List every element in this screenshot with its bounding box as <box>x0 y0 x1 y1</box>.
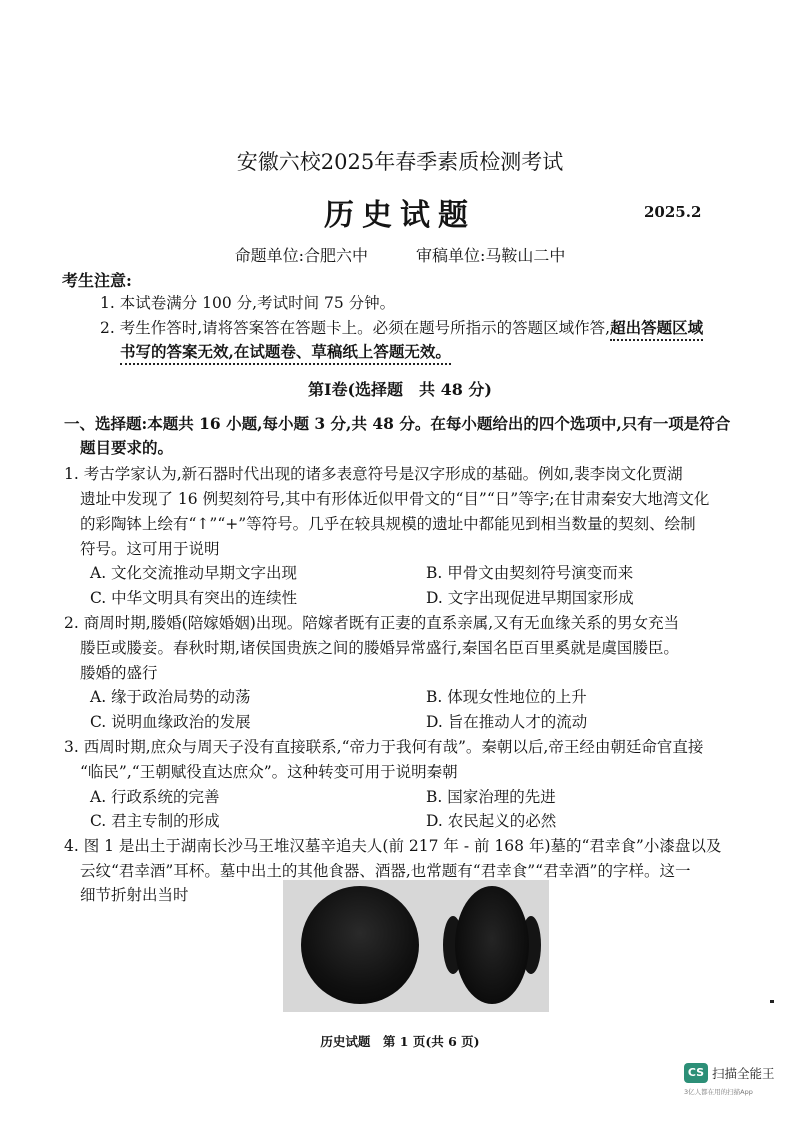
q3-option-c: C. 君主专制的形成 <box>90 812 220 830</box>
q2-stem-line-3: 媵婚的盛行 <box>80 664 158 682</box>
notice-title: 考生注意: <box>62 271 132 290</box>
q3-option-d: D. 农民起义的必然 <box>426 812 557 830</box>
q2-option-b: B. 体现女性地位的上升 <box>426 688 587 706</box>
section-instruction-line-1: 一、选择题:本题共 16 小题,每小题 3 分,共 48 分。在每小题给出的四个选项中,只有一项是符合 <box>64 414 731 433</box>
notice-item-2-emphasis: 超出答题区域 <box>610 318 703 341</box>
q1-stem-line-3: 的彩陶钵上绘有“↑”“+”等符号。几乎在较具规模的遗址中都能见到相当数量的契刻、绘制 <box>80 515 696 533</box>
exam-date: 2025.2 <box>644 203 702 221</box>
q4-stem-line-2: 云纹“君幸酒”耳杯。墓中出土的其他食器、酒器,也常题有“君幸食”“君幸酒”的字样。这一 <box>80 862 691 880</box>
q1-stem-line-4: 符号。这可用于说明 <box>80 540 220 558</box>
figure-1-lacquerware-photo <box>283 880 549 1012</box>
notice-item-2 <box>100 318 703 338</box>
exam-title: 安徽六校2025年春季素质检测考试 <box>236 150 564 174</box>
q3-option-b: B. 国家治理的先进 <box>426 788 556 806</box>
notice-item-1: 1. 本试卷满分 100 分,考试时间 75 分钟。 <box>100 294 396 312</box>
q2-option-d: D. 旨在推动人才的流动 <box>426 713 588 731</box>
lacquer-plate-image <box>301 886 419 1004</box>
scanner-watermark <box>680 1063 780 1099</box>
q2-option-a: A. 缘于政治局势的动荡 <box>90 688 251 706</box>
q2-option-c: C. 说明血缘政治的发展 <box>90 713 251 731</box>
section-instruction-line-2: 题目要求的。 <box>80 438 174 457</box>
page-footer: 历史试题 第 1 页(共 6 页) <box>320 1034 480 1049</box>
notice-item-2-text: 2. 考生作答时,请将答案答在答题卡上。必须在题号所指示的答题区域作答, <box>100 319 611 337</box>
q4-stem-line-1: 4. 图 1 是出土于湖南长沙马王堆汉墓辛追夫人(前 217 年 - 前 168 年)墓的“君幸食”小漆盘以及 <box>64 837 722 855</box>
q2-stem-line-2: 媵臣或媵妾。春秋时期,诸侯国贵族之间的媵婚异常盛行,秦国名臣百里奚就是虞国媵臣。 <box>80 639 679 657</box>
exam-units: 命题单位:合肥六中 审稿单位:马鞍山二中 <box>234 246 566 265</box>
notice-item-2-continuation <box>120 342 451 362</box>
camscanner-icon: CS <box>684 1063 708 1083</box>
scan-speck <box>770 1000 774 1003</box>
q3-stem-line-2: “临民”,“王朝赋役直达庶众”。这种转变可用于说明秦朝 <box>80 763 458 781</box>
q1-option-a: A. 文化交流推动早期文字出现 <box>90 564 298 582</box>
q2-stem-line-1: 2. 商周时期,媵婚(陪嫁婚姻)出现。陪嫁者既有正妻的直系亲属,又有无血缘关系的男女充当 <box>64 614 680 632</box>
q3-stem-line-1: 3. 西周时期,庶众与周天子没有直接联系,“帝力于我何有哉”。秦朝以后,帝王经由朝廷命官直接 <box>64 738 704 756</box>
subject-title: 历史试题 <box>324 198 476 233</box>
q1-stem-line-1: 1. 考古学家认为,新石器时代出现的诸多表意符号是汉字形成的基础。例如,裴李岗文化贾湖 <box>64 465 683 483</box>
ear-cup-image <box>443 886 543 1004</box>
q4-stem-line-3: 细节折射出当时 <box>80 886 189 904</box>
q3-option-a: A. 行政系统的完善 <box>90 788 220 806</box>
ear-cup-body <box>455 886 529 1004</box>
q1-option-d: D. 文字出现促进早期国家形成 <box>426 589 634 607</box>
section-title: 第Ⅰ卷(选择题 共 48 分) <box>307 380 493 399</box>
notice-item-2-emphasis-2: 书写的答案无效,在试题卷、草稿纸上答题无效。 <box>120 342 451 365</box>
q1-stem-line-2: 遗址中发现了 16 例契刻符号,其中有形体近似甲骨文的“目”“日”等字;在甘肃秦安大地湾文化 <box>80 490 710 508</box>
scanner-tagline: 3亿人都在用的扫描App <box>684 1088 753 1096</box>
q1-option-b: B. 甲骨文由契刻符号演变而来 <box>426 564 634 582</box>
scanner-app-name: 扫描全能王 <box>712 1066 775 1081</box>
q1-option-c: C. 中华文明具有突出的连续性 <box>90 589 298 607</box>
